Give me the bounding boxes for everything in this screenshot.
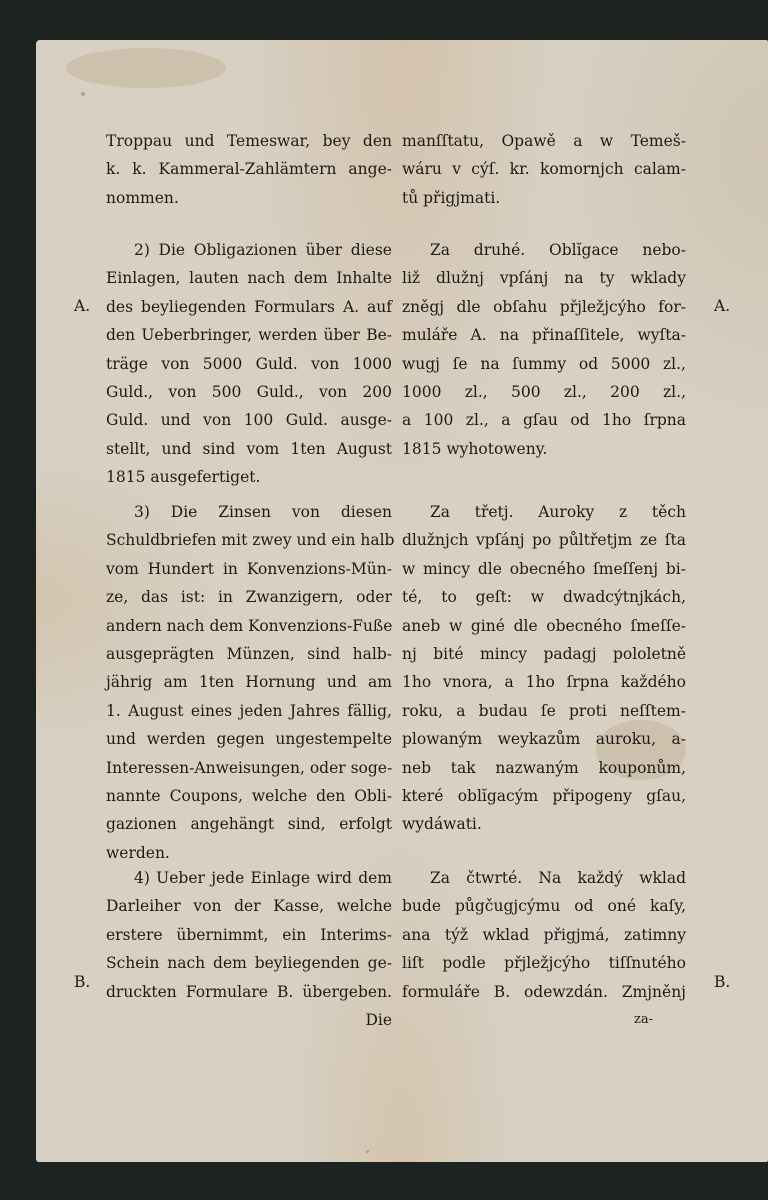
text-line: erstere übernimmt, ein Interims- — [106, 925, 392, 944]
text-line: 1000 zl., 500 zl., 200 zl., — [402, 382, 686, 401]
text-line: dlužnjch vpſánj po půltřetjm ze ſta — [402, 531, 686, 550]
text-line: werden. — [106, 843, 170, 862]
text-line: tů přigjmati. — [402, 188, 501, 207]
paper-stain — [66, 48, 226, 88]
text-line: jährig am 1ten Hornung und am — [106, 673, 392, 692]
text-line: 3) Die Zinsen von diesen — [134, 503, 392, 521]
text-line: andern nach dem Konvenzions-Fuße — [106, 616, 393, 635]
text-line: muláře A. na přinaſſitele, wyſta- — [402, 326, 686, 345]
text-line: wáru v cýſ. kr. komornjch calam- — [402, 160, 686, 179]
text-line: k. k. Kammeral-Zahlämtern ange- — [106, 160, 392, 179]
catchword: za- — [634, 1011, 653, 1027]
text-line: Troppau und Temeswar, bey den — [106, 132, 392, 150]
text-line: nj bité mincy padagj pololetně — [402, 644, 686, 663]
left-column-section-3 — [106, 498, 395, 867]
text-line: neb tak nazwaným kouponům, — [402, 758, 686, 777]
text-line: 2) Die Obligazionen über diese — [134, 241, 392, 259]
text-line: manſſtatu, Opawě a w Temeš- — [402, 132, 686, 150]
text-line: 1. August eines jeden Jahres fällig, — [106, 701, 392, 720]
text-line: ana týž wklad přigjmá, zatimny — [402, 925, 686, 944]
right-column-section-3 — [402, 498, 702, 839]
text-line: roku, a budau ſe proti neſſtem- — [402, 701, 686, 720]
text-line: formuláře B. odewzdán. Zmjněnj — [402, 982, 686, 1001]
left-column-section-4 — [106, 864, 392, 1034]
text-line: wugj ſe na ſummy od 5000 zl., — [402, 354, 686, 373]
text-line: zněgj dle obſahu přjležjcýho for- — [402, 297, 686, 316]
left-column-section-2 — [106, 236, 392, 492]
paper-spot — [366, 1150, 369, 1153]
left-paragraph-3 — [106, 498, 395, 867]
text-line: Einlagen, lauten nach dem Inhalte — [106, 269, 392, 288]
right-paragraph-1 — [402, 127, 702, 212]
paper-spot — [81, 92, 85, 96]
left-paragraph-2 — [106, 236, 392, 492]
text-line: ausgeprägten Münzen, sind halb- — [106, 644, 392, 663]
text-line: vom Hundert in Konvenzions-Mün- — [106, 559, 392, 578]
text-line: wydáwati. — [402, 815, 482, 834]
text-line: 1815 wyhotoweny. — [402, 439, 548, 458]
text-line: liž dlužnj vpſánj na ty wklady — [402, 269, 686, 288]
text-line: plowaným weykazům auroku, a- — [402, 730, 686, 749]
text-line: druckten Formulare B. übergeben. — [106, 982, 392, 1001]
margin-note-b-right: B. — [714, 973, 731, 991]
text-line: Darleiher von der Kasse, welche — [106, 897, 392, 916]
text-line: aneb w giné dle obecného ſmeſſe- — [402, 616, 686, 635]
text-line: Za druhé. Oblĭgace nebo- — [430, 241, 686, 259]
text-line: Interessen-Anweisungen, oder soge- — [106, 758, 393, 777]
text-line: 1815 ausgefertiget. — [106, 468, 261, 487]
text-line: liſt podle přjležjcýho tiſſnutého — [402, 954, 686, 973]
text-line: Guld., von 500 Guld., von 200 — [106, 382, 392, 401]
left-paragraph-1 — [106, 127, 392, 212]
text-line: des beyliegenden Formulars A. auf — [106, 297, 392, 316]
text-line: které oblĭgacým připogeny gſau, — [402, 786, 686, 805]
right-paragraph-4 — [402, 864, 702, 1006]
left-column — [106, 127, 392, 212]
text-line: té, to geſt: w dwadcýtnjkách, — [402, 588, 686, 607]
text-line: Schein nach dem beyliegenden ge- — [106, 954, 392, 973]
text-line: Za třetj. Auroky z těch — [430, 503, 686, 521]
right-column-section-2 — [402, 236, 702, 463]
right-paragraph-2 — [402, 236, 702, 463]
text-line: gazionen angehängt sind, erfolgt — [106, 815, 392, 834]
left-paragraph-4 — [106, 864, 392, 1006]
text-line: Schuldbriefen mit zwey und ein halb — [106, 531, 395, 550]
text-line: und werden gegen ungestempelte — [106, 730, 392, 749]
text-line: nannte Coupons, welche den Obli- — [106, 786, 392, 805]
text-line: nommen. — [106, 188, 179, 207]
text-line: den Ueberbringer, werden über Be- — [106, 326, 392, 345]
catchword: Die — [365, 1010, 392, 1029]
text-line: bude půgčugjcýmu od oné kaſy, — [402, 897, 686, 916]
right-column — [402, 127, 702, 212]
text-line: 4) Ueber jede Einlage wird dem — [134, 869, 392, 887]
text-line: w mincy dle obecného ſmeſſenj bi- — [402, 559, 686, 578]
text-line: träge von 5000 Guld. von 1000 — [106, 354, 392, 373]
text-line: a 100 zl., a gſau od 1ho ſrpna — [402, 411, 686, 430]
text-line: Za čtwrté. Na každý wklad — [430, 869, 686, 887]
right-paragraph-3 — [402, 498, 702, 839]
margin-note-a-right: A. — [714, 297, 731, 315]
margin-note-a-left: A. — [74, 297, 91, 315]
margin-note-b-left: B. — [74, 973, 91, 991]
text-line: 1ho vnora, a 1ho ſrpna každého — [402, 673, 686, 692]
right-column-section-4 — [402, 864, 702, 1034]
text-line: ze, das ist: in Zwanzigern, oder — [106, 588, 392, 607]
text-line: Guld. und von 100 Guld. ausge- — [106, 411, 392, 430]
text-line: stellt, und sind vom 1ten August — [106, 439, 392, 458]
